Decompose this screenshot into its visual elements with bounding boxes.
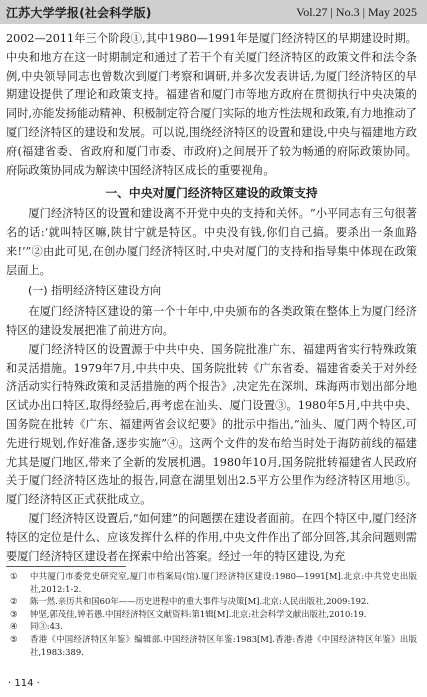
paragraph-1: 2002—2011年三个阶段①,其中1980—1991年是厦门经济特区的早期建设时期。中央和地方在这一时期制定和通过了若干个有关厦门经济特区的政策文件和法令条例,中央领导同志也曾数次到厦门考察和调研,并多次发表讲话,为厦门经济特区的早期建设提供了理论和政策支持。福建省和厦门市等地方政府在贯彻执行中央决策的同时,亦能发扬能动精神、积极制定符合厦门实际的地方性法规和政策,有力地推动了厦门经济特区的建设和发展。可以说,围绕经济特区的设置和建设,中央与福建地方政府(福建省委、省政府和厦门市委、市政府)之间展开了较为畅通的府际政策协同。府际政策协同成为解读中国经济特区成长的重要视角。 <box>6 32 417 177</box>
footnote-text: 中共厦门市委党史研究室,厦门市档案局(馆).厦门经济特区建设:1980—1991[M].北京:中共党史出版社,2012:1-2. <box>30 571 417 594</box>
footnote-text: 香港《中国经济特区年鉴》编辑部.中国经济特区年鉴:1983[M].香港:香港《中国经济特区年鉴》出版社,1983:389. <box>30 633 417 657</box>
article-body <box>6 30 417 566</box>
footnote <box>6 570 417 595</box>
footnote-mark: ① <box>10 571 18 581</box>
footnotes <box>6 570 417 658</box>
paragraph-4: 厦门经济特区的设置源于中共中央、国务院批准广东、福建两省实行特殊政策和灵活措施。1979年7月,中共中央、国务院批转《广东省委、福建省委关于对外经济活动实行特殊政策和灵活措施的两个报告》,决定先在深圳、珠海两市划出部分地区试办出口特区,取得经验后,再考虑在汕头、厦门设置③。1980年5月,中共中央、国务院在批转《广东、福建两省会议纪要》的批示中指出,“汕头、厦门两个特区,可先进行规划,作好准备,逐步实施”④。这两个文件的发布给当时处于海防前线的福建尤其是厦门地区,带来了全新的发展机遇。1980年10月,国务院批转福建省人民政府关于厦门经济特区选址的报告,同意在湖里划出2.5平方公里作为经济特区用地⑤。厦门经济特区正式获批成立。 <box>6 342 417 507</box>
footnote <box>6 633 417 658</box>
footnote-divider <box>6 566 126 567</box>
footnote-mark: ② <box>10 596 18 607</box>
paragraph-3: 在厦门经济特区建设的第一个十年中,中央颁布的各类政策在整体上为厦门经济特区的建设发展把准了前进方向。 <box>6 305 417 337</box>
paragraph-2: 厦门经济特区的设置和建设离不开党中央的支持和关怀。“小平同志有三句很著名的话:‘就叫特区嘛,陕甘宁就是特区。中央没有钱,你们自己搞。要杀出一条血路来!’”②由此可见,在创办厦门经济特区时,中央对厦门的支持和指导集中体现在政策层面上。 <box>6 207 417 277</box>
page-number: · 114 · <box>8 678 40 689</box>
footnote-text: 钟坚,郭茂佳,钟若愚.中国经济特区文献资料:第1辑[M].北京:社会科学文献出版社,2010:19. <box>30 608 367 619</box>
paragraph-5: 厦门经济特区设置后,“如何建”的问题摆在建设者面前。在四个特区中,厦门经济特区的定位是什么、应该发挥什么样的作用,中央文件作出了部分回答,其余问题则需要厦门经济特区建设者在探索中给出答案。经过一年的特区建设,为充 <box>6 511 417 563</box>
footnote <box>6 620 417 633</box>
journal-title: 江苏大学学报(社会科学版) <box>6 6 152 20</box>
footnote-text: 陈一然.亲历共和国60年——历史进程中的重大事件与决策[M].北京:人民出版社,2009:192. <box>30 596 369 607</box>
footnote-mark: ⑤ <box>10 633 18 644</box>
section-heading: 一、中央对厦门经济特区建设的政策支持 <box>105 186 318 201</box>
footnote-mark: ③ <box>10 608 18 619</box>
footnote <box>6 608 417 621</box>
subsection-heading: (一) 指明经济特区建设方向 <box>28 284 162 298</box>
issue-info: Vol.27 | No.3 | May 2025 <box>296 5 417 19</box>
running-header <box>0 0 427 24</box>
footnote <box>6 595 417 608</box>
footnote-text: 同③:43. <box>30 621 63 632</box>
footnote-mark: ④ <box>10 621 18 632</box>
